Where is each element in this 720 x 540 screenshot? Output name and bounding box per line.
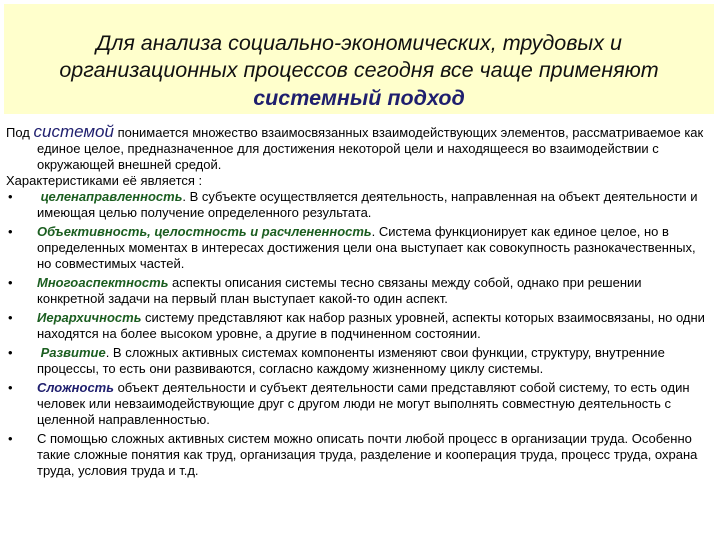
- item-term: Объективность, целостность и расчлененность: [37, 224, 372, 239]
- item-text: . Система функционирует как единое целое, но в определенных моментах в интересах достижения цели она выступает как совокупность разнокачественных, но совместимых частей.: [37, 224, 696, 271]
- item-text: аспекты описания системы тесно связаны между собой, однако при решении конкретной задачи на первый план выступает какой-то один аспект.: [37, 275, 642, 306]
- definition-text: понимается множество взаимосвязанных взаимодействующих элементов, рассматриваемое как единое целое, предназначенное для достижения некоторой цели и находящееся во взаимодействии с окружающей внешней средой.: [37, 125, 704, 172]
- item-term: Сложность: [37, 380, 114, 395]
- title-line-3: системный подход: [253, 86, 465, 110]
- list-item: [6, 275, 712, 307]
- bullet-icon: •: [8, 431, 13, 446]
- title-line-1: Для анализа социально-экономических, трудовых и: [96, 31, 622, 55]
- bullet-icon: •: [8, 380, 13, 395]
- definition-term: системой: [33, 122, 114, 141]
- bullet-icon: •: [8, 189, 13, 204]
- characteristics-intro: Характеристиками её является :: [6, 173, 203, 188]
- item-text: объект деятельности и субъект деятельности сами представляют собой систему, то есть один человек или невзаимодействующие друг с другом люди не могут выполнять совместную деятельность с целенной направленностью.: [37, 380, 690, 427]
- list-item: [6, 189, 712, 221]
- list-item: [6, 380, 712, 428]
- item-text: . В субъекте осуществляется деятельность, направленная на объект деятельности и имеющая целью получение определенного результата.: [37, 189, 698, 220]
- definition-prefix: Под: [6, 125, 34, 140]
- bullet-icon: •: [8, 345, 13, 360]
- item-term: Иерархичность: [37, 310, 142, 325]
- list-item: [6, 431, 712, 479]
- list-item: [6, 345, 712, 377]
- bullet-icon: •: [8, 310, 13, 325]
- list-item: [6, 310, 712, 342]
- item-text: С помощью сложных активных систем можно описать почти любой процесс в организации труда. Особенно такие сложные понятия как труд, организация труда, разделение и кооперация труда, процесс труда, охрана труда, условия труда и т.д.: [37, 431, 698, 478]
- definition-paragraph: [6, 124, 712, 173]
- bullet-icon: •: [8, 275, 13, 290]
- title-line-2: организационных процессов сегодня все чаще применяют: [59, 58, 659, 82]
- item-term: Многоаспектность: [37, 275, 169, 290]
- title-banner: [4, 4, 714, 114]
- list-item: [6, 224, 712, 272]
- item-term: целенаправленность: [40, 189, 183, 204]
- bullet-icon: •: [8, 224, 13, 239]
- slide-body: [6, 124, 712, 479]
- item-text: . В сложных активных системах компоненты изменяют свои функции, структуру, внутренние процессы, то есть они развиваются, согласно каждому жизненному циклу системы.: [37, 345, 665, 376]
- item-term: Развитие: [40, 345, 106, 360]
- item-text: систему представляют как набор разных уровней, аспекты которых взаимосвязаны, но одни находятся на более высоком уровне, а другие в подчиненном состоянии.: [37, 310, 705, 341]
